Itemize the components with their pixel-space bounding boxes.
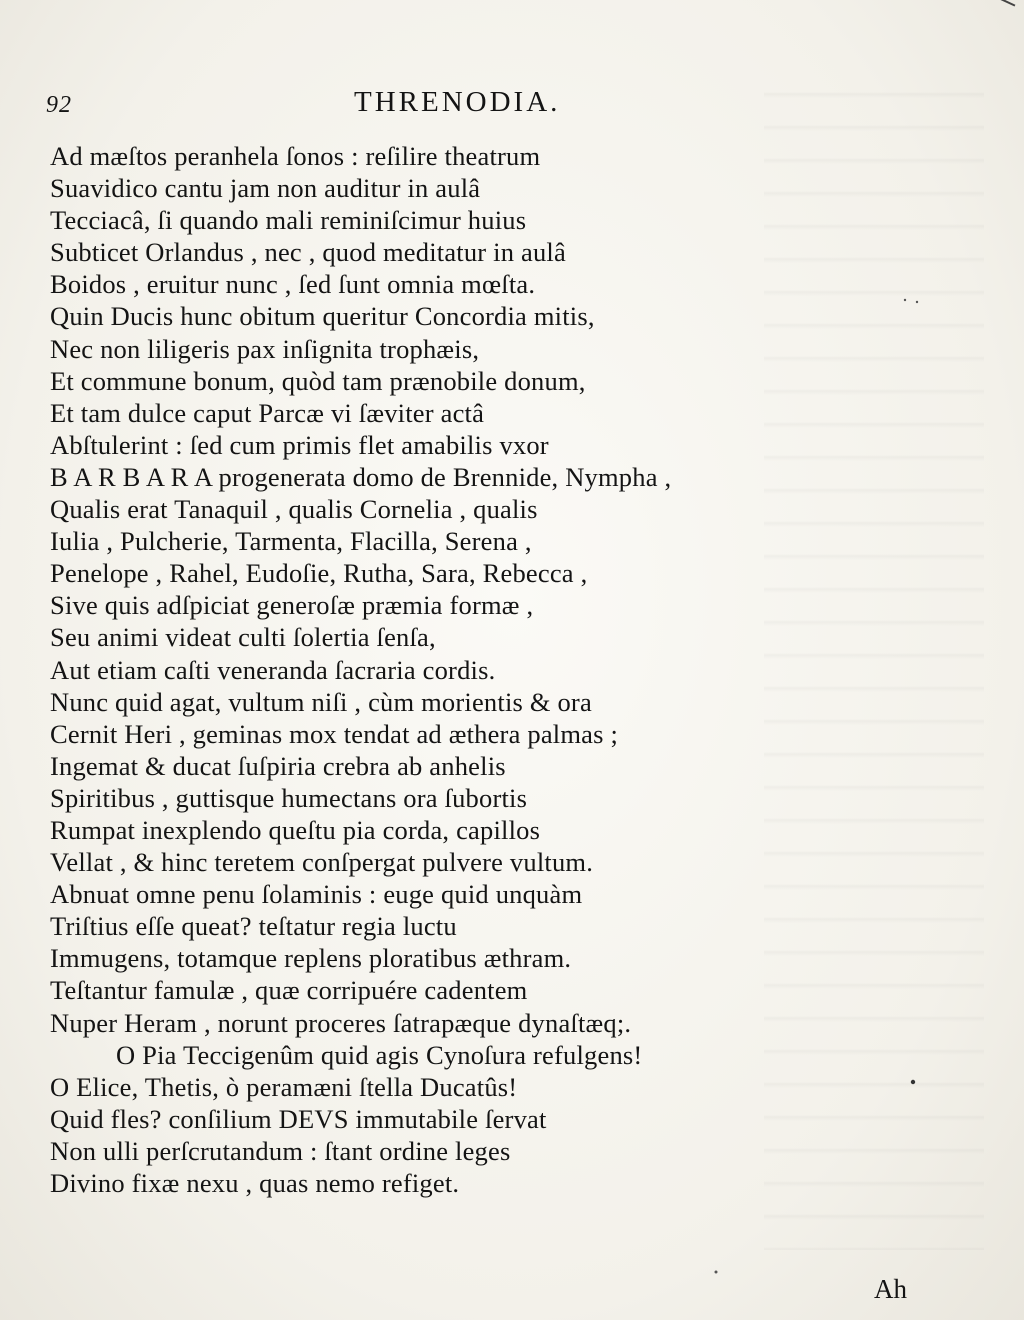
running-title: THRENODIA. [354, 86, 561, 118]
verse-line: Teſtantur famulæ , quæ corripuére cadentem [50, 975, 528, 1006]
verse-line: Quid fles? conſilium DEVS immutabile ſervat [50, 1103, 547, 1134]
verse-line: Suavidico cantu jam non auditur in aulâ [50, 173, 481, 204]
verse-line: Vellat , & hinc teretem conſpergat pulvere vultum. [50, 847, 594, 878]
verse-line: Qualis erat Tanaquil , qualis Cornelia , qualis [50, 494, 538, 525]
verse-line: Aut etiam caſti veneranda ſacraria cordis. [50, 654, 496, 685]
verse-line: Cernit Heri , geminas mox tendat ad æthera palmas ; [50, 718, 619, 749]
verse-line: O Elice, Thetis, ò peramæni ſtella Ducatûs! [50, 1071, 518, 1102]
verse-line: Subticet Orlandus , nec , quod meditatur in aulâ [50, 237, 566, 268]
verse-line: Rumpat inexplendo queſtu pia corda, capillos [50, 814, 541, 845]
verse-line: Seu animi videat culti ſolertia ſenſa, [50, 622, 436, 653]
verse-line: Nec non liligeris pax inſignita trophæis, [50, 333, 480, 364]
verse-line: Triſtius eſſe queat? teſtatur regia luctu [50, 911, 457, 942]
page-number: 92 [46, 92, 72, 118]
verse-line: Et commune bonum, quòd tam prænobile donum, [50, 365, 586, 396]
verse-line: Divino fixæ nexu , quas nemo refiget. [50, 1168, 460, 1198]
catchword: Ah [874, 1274, 907, 1304]
verse-body [50, 140, 890, 1199]
verse-line: Abſtulerint : ſed cum primis flet amabilis vxor [50, 429, 549, 460]
verse-line: Sive quis adſpiciat generoſæ præmia formæ , [50, 590, 534, 621]
verse-line: Iulia , Pulcherie, Tarmenta, Flacilla, Serena , [50, 526, 532, 557]
corner-mark [995, 0, 1016, 7]
verse-line: Nunc quid agat, vultum niſi , cùm morientis & ora [50, 686, 592, 717]
verse-line: Non ulli perſcrutandum : ſtant ordine leges [50, 1135, 511, 1166]
verse-line: Ad mæſtos peranhela ſonos : reſilire theatrum [50, 141, 541, 171]
verse-line: Boidos , eruitur nunc , ſed ſunt omnia mœſta. [50, 269, 536, 300]
page-header [46, 86, 646, 126]
verse-line: O Pia Teccigenûm quid agis Cynoſura refulgens! [116, 1039, 643, 1070]
verse-line: Spiritibus , guttisque humectans ora ſubortis [50, 782, 528, 813]
verse-line: Et tam dulce caput Parcæ vi ſæviter actâ [50, 397, 485, 428]
verse-line: Abnuat omne penu ſolaminis : euge quid unquàm [50, 879, 583, 910]
verse-line: Nuper Heram , norunt proceres ſatrapæque dynaſtæq;. [50, 1007, 632, 1038]
verse-line: Ingemat & ducat ſuſpiria crebra ab anhelis [50, 750, 506, 781]
verse-line: B A R B A R A progenerata domo de Brennide, Nympha , [50, 461, 672, 492]
verse-line: Immugens, totamque replens ploratibus æthram. [50, 943, 572, 974]
verse-line: Penelope , Rahel, Eudoſie, Rutha, Sara, Rebecca , [50, 558, 588, 589]
verse-line: Tecciacâ, ſi quando mali reminiſcimur huius [50, 205, 527, 236]
verse-line: Quin Ducis hunc obitum queritur Concordia mitis, [50, 301, 595, 332]
